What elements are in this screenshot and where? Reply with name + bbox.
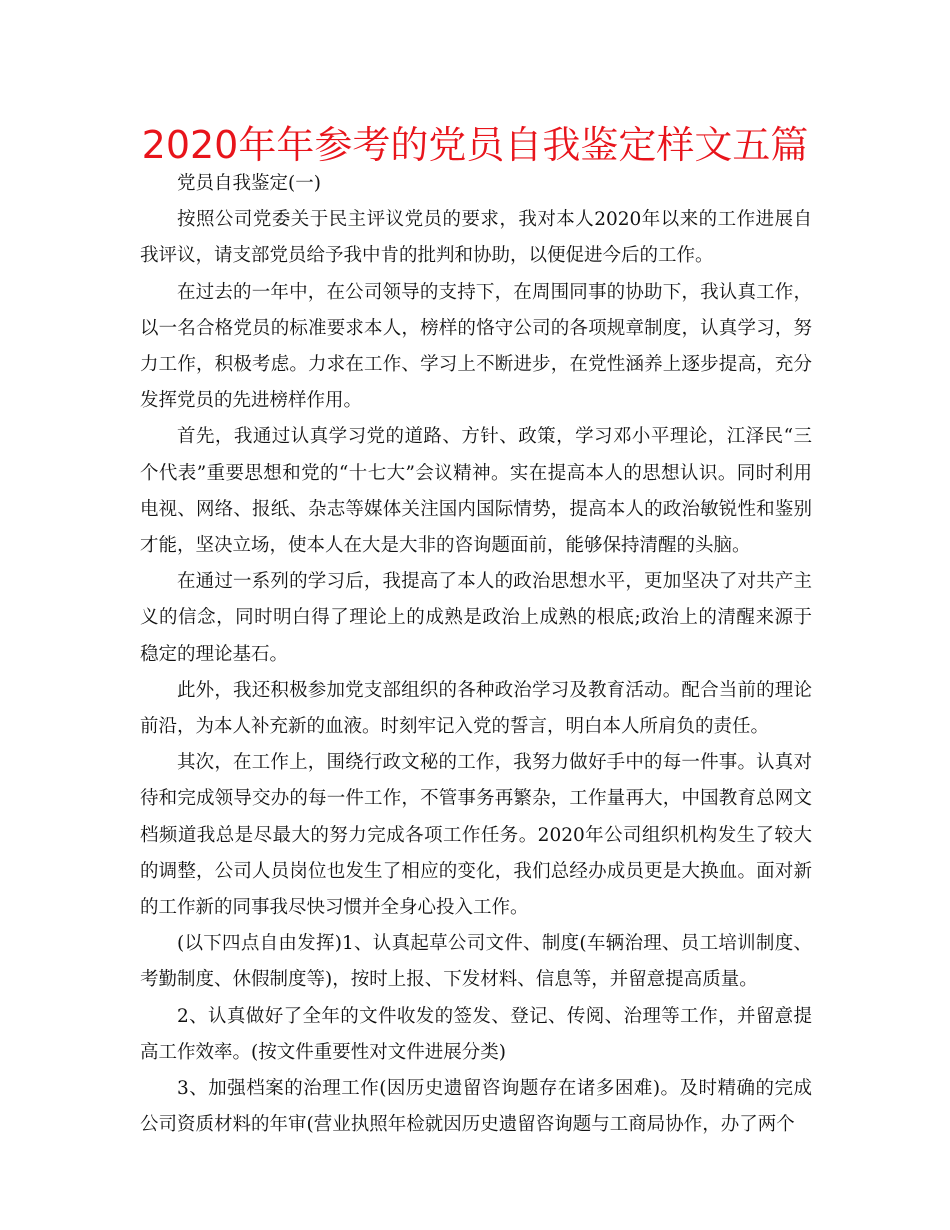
paragraph: 3、加强档案的治理工作(因历史遗留咨询题存在诸多困难)。及时精确的完成公司资质材料的年审(营业执照年检就因历史遗留咨询题与工商局协作，办了两个 (140, 1078, 812, 1136)
paragraph: 首先，我通过认真学习党的道路、方针、政策，学习邓小平理论，江泽民“三个代表”重要思想和党的“十七大”会议精神。实在提高本人的思想认识。同时利用电视、网络、报纸、杂志等媒体关注国内国际情势，提高本人的政治敏锐性和鉴别才能，坚决立场，使本人在大是大非的咨询题面前，能够保持清醒的头脑。 (140, 426, 812, 557)
document-body (140, 166, 812, 1143)
paragraph: (以下四点自由发挥)1、认真起草公司文件、制度(车辆治理、员工培训制度、考勤制度、休假制度等)，按时上报、下发材料、信息等，并留意提高质量。 (140, 933, 812, 991)
paragraph: 其次，在工作上，围绕行政文秘的工作，我努力做好手中的每一件事。认真对待和完成领导交办的每一件工作，不管事务再繁杂，工作量再大，中国教育总网文档频道我总是尽最大的努力完成各项工作任务。2020年公司组织机构发生了较大的调整，公司人员岗位也发生了相应的变化，我们总经办成员更是大换血。面对新的工作新的同事我尽快习惯并全身心投入工作。 (140, 752, 812, 919)
paragraph: 按照公司党委关于民主评议党员的要求，我对本人2020年以来的工作进展自我评议，请支部党员给予我中肯的批判和协助，以便促进今后的工作。 (140, 209, 812, 267)
section-heading: 党员自我鉴定(一) (177, 173, 321, 194)
paragraph: 在过去的一年中，在公司领导的支持下，在周围同事的协助下，我认真工作，以一名合格党员的标准要求本人，榜样的恪守公司的各项规章制度，认真学习，努力工作，积极考虑。力求在工作、学习上不断进步，在党性涵养上逐步提高，充分发挥党员的先进榜样作用。 (140, 281, 812, 412)
paragraph: 在通过一系列的学习后，我提高了本人的政治思想水平，更加坚决了对共产主义的信念，同时明白得了理论上的成熟是政治上成熟的根底;政治上的清醒来源于稳定的理论基石。 (140, 571, 812, 665)
paragraph: 此外，我还积极参加党支部组织的各种政治学习及教育活动。配合当前的理论前沿，为本人补充新的血液。时刻牢记入党的誓言，明白本人所肩负的责任。 (140, 679, 812, 738)
document-title: 2020年年参考的党员自我鉴定样文五篇 (141, 123, 809, 167)
paragraph: 2、认真做好了全年的文件收发的签发、登记、传阅、治理等工作，并留意提高工作效率。(按文件重要性对文件进展分类) (140, 1005, 812, 1063)
